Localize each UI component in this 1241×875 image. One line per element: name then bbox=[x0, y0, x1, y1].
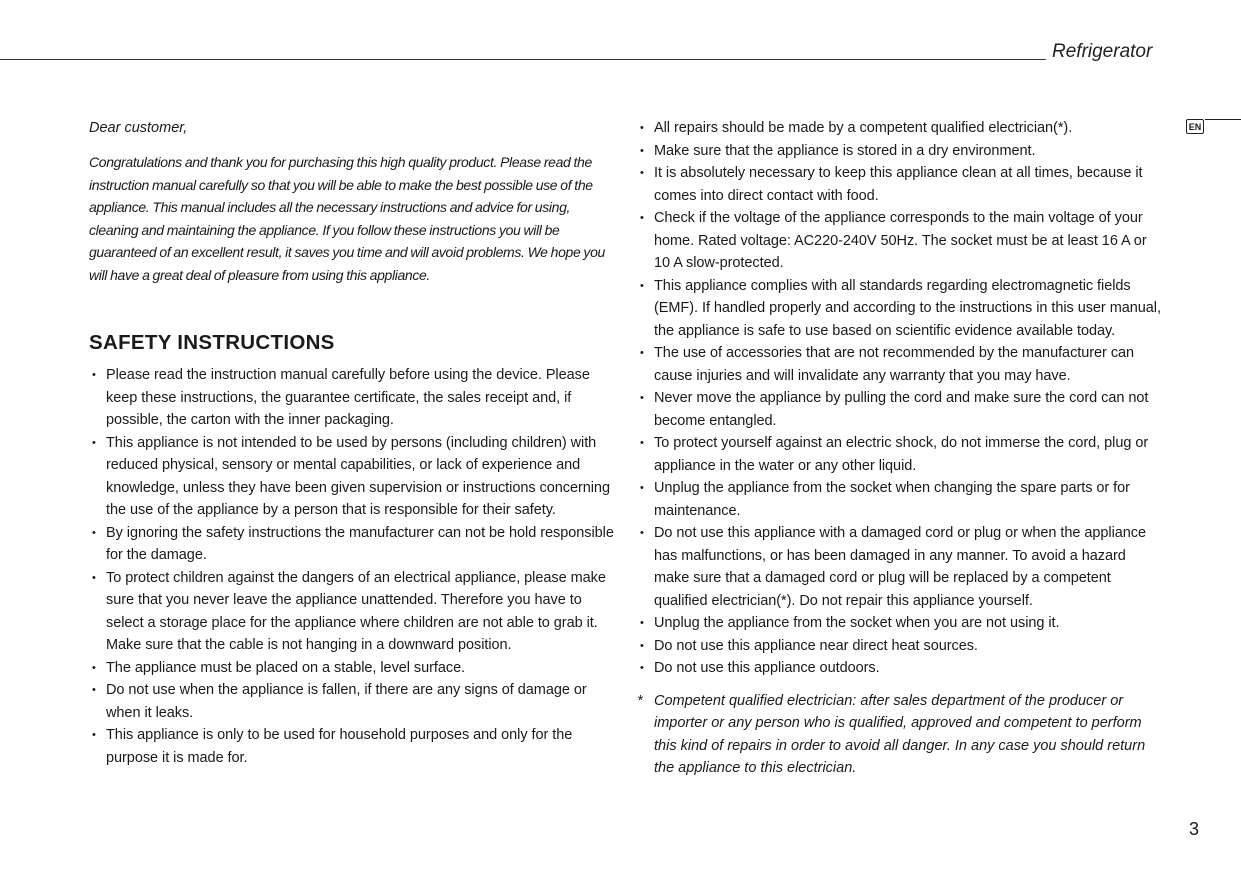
list-item: • Never move the appliance by pulling the cord and make sure the cord can not become entangled. bbox=[637, 387, 1162, 432]
list-item: • Unplug the appliance from the socket when changing the spare parts or for maintenance. bbox=[637, 477, 1162, 522]
list-item: • The appliance must be placed on a stable, level surface. bbox=[89, 657, 614, 680]
section-title: SAFETY INSTRUCTIONS bbox=[89, 331, 335, 354]
list-item: • All repairs should be made by a competent qualified electrician(*). bbox=[637, 117, 1162, 140]
list-item: • Do not use this appliance outdoors. bbox=[637, 657, 1162, 680]
list-item: • This appliance is only to be used for household purposes and only for the purpose it is made for. bbox=[89, 724, 614, 769]
list-item: • This appliance is not intended to be used by persons (including children) with reduced physical, sensory or mental capabilities, or lack of experience and knowledge, unless they have been given supervision or instructions concerning the use of the appliance by a person that is responsible for their safety. bbox=[89, 432, 614, 522]
language-badge-rule bbox=[1205, 119, 1241, 120]
intro-paragraph: Congratulations and thank you for purchasing this high quality product. Please read the instruction manual carefully so that you will be able to make the best possible use of the appliance. This manual includes all the necessary instructions and advice for using, cleaning and maintaining the appliance. If you follow these instructions you will be guaranteed of an excellent result, it saves you time and will avoid problems. We hope you will have a great deal of pleasure from using this appliance. bbox=[89, 154, 605, 283]
page-number: 3 bbox=[1189, 819, 1200, 839]
list-item: • Do not use when the appliance is fallen, if there are any signs of damage or when it leaks. bbox=[89, 679, 614, 724]
greeting: Dear customer, bbox=[89, 120, 188, 136]
list-item: • To protect yourself against an electric shock, do not immerse the cord, plug or appliance in the water or any other liquid. bbox=[637, 432, 1162, 477]
list-item: • The use of accessories that are not recommended by the manufacturer can cause injuries and will invalidate any warranty that you may have. bbox=[637, 342, 1162, 387]
left-column bbox=[89, 117, 614, 769]
list-item: • Do not use this appliance with a damaged cord or plug or when the appliance has malfunctions, or has been damaged in any manner. To avoid a hazard make sure that a damaged cord or plug will be replaced by a competent qualified electrician(*). Do not repair this appliance yourself. bbox=[637, 522, 1162, 612]
safety-list-right bbox=[637, 117, 1162, 680]
list-item: • To protect children against the dangers of an electrical appliance, please make sure that you never leave the appliance unattended. Therefore you have to select a storage place for the appliance where children are not able to grab it. Make sure that the cable is not hanging in a downward position. bbox=[89, 567, 614, 657]
right-column bbox=[637, 117, 1162, 780]
safety-list-left bbox=[89, 364, 614, 769]
list-item: • By ignoring the safety instructions the manufacturer can not be hold responsible for the damage. bbox=[89, 522, 614, 567]
header-rule bbox=[0, 59, 1046, 60]
footnote bbox=[637, 690, 1162, 780]
list-item: • This appliance complies with all standards regarding electromagnetic fields (EMF). If handled properly and according to the instructions in this user manual, the appliance is safe to use based on scientific evidence available today. bbox=[637, 275, 1162, 343]
list-item: • Make sure that the appliance is stored in a dry environment. bbox=[637, 140, 1162, 163]
list-item: • Check if the voltage of the appliance corresponds to the main voltage of your home. Rated voltage: AC220-240V 50Hz. The socket must be at least 16 A or 10 A slow-protected. bbox=[637, 207, 1162, 275]
list-item: • Please read the instruction manual carefully before using the device. Please keep these instructions, the guarantee certificate, the sales receipt and, if possible, the carton with the inner packaging. bbox=[89, 364, 614, 432]
footnote-text: Competent qualified electrician: after sales department of the producer or importer or any person who is qualified, approved and competent to perform this kind of repairs in order to avoid all danger. In any case you should return the appliance to this electrician. bbox=[654, 692, 1146, 776]
header-title: Refrigerator bbox=[1052, 41, 1153, 62]
list-item: • Unplug the appliance from the socket when you are not using it. bbox=[637, 612, 1162, 635]
list-item: • Do not use this appliance near direct heat sources. bbox=[637, 635, 1162, 658]
list-item: • It is absolutely necessary to keep this appliance clean at all times, because it comes into direct contact with food. bbox=[637, 162, 1162, 207]
footnote-mark: * bbox=[637, 692, 643, 709]
language-badge: EN bbox=[1186, 119, 1204, 134]
